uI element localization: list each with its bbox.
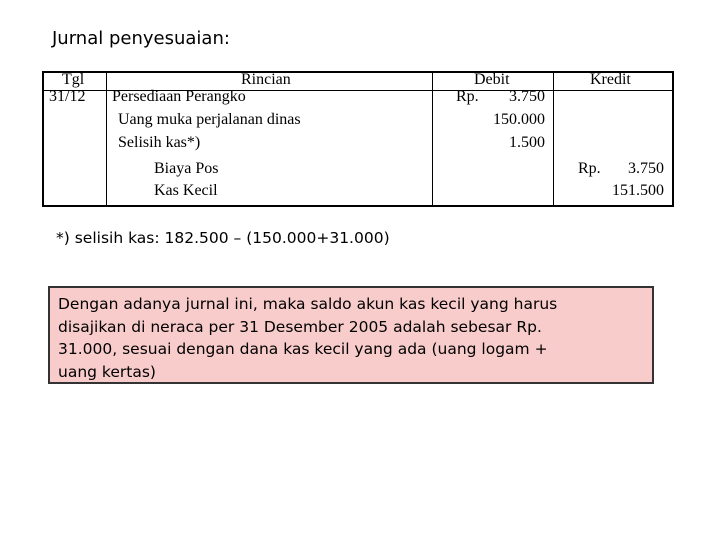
column-divider	[106, 73, 107, 205]
note-line: uang kertas)	[58, 362, 156, 381]
debit-amount: 150.000	[493, 111, 545, 128]
header-description: Rincian	[241, 71, 291, 88]
debit-amount: 1.500	[509, 134, 545, 151]
note-line: Dengan adanya jurnal ini, maka saldo akun kas kecil yang harus	[58, 295, 558, 313]
header-credit: Kredit	[590, 71, 631, 88]
footnote: *) selisih kas: 182.500 – (150.000+31.000)	[56, 229, 390, 247]
account-name: Biaya Pos	[154, 160, 219, 177]
journal-table	[42, 71, 674, 207]
account-name: Selisih kas*)	[118, 134, 201, 151]
column-divider	[553, 73, 554, 205]
header-debit: Debit	[474, 71, 510, 88]
entry-date: 31/12	[49, 88, 86, 105]
credit-amount: 151.500	[612, 182, 664, 199]
debit-amount: 3.750	[509, 88, 545, 105]
note-box	[48, 286, 654, 384]
account-name: Persediaan Perangko	[112, 88, 246, 105]
debit-currency: Rp.	[456, 88, 479, 105]
page-title: Jurnal penyesuaian:	[52, 28, 230, 49]
column-divider	[432, 73, 433, 205]
note-line: disajikan di neraca per 31 Desember 2005 adalah sebesar Rp.	[58, 317, 542, 336]
account-name: Kas Kecil	[154, 182, 218, 199]
credit-currency: Rp.	[578, 160, 601, 177]
account-name: Uang muka perjalanan dinas	[118, 111, 301, 128]
credit-amount: 3.750	[628, 160, 664, 177]
note-line: 31.000, sesuai dengan dana kas kecil yang ada (uang logam +	[58, 340, 548, 358]
header-date: Tgl	[62, 71, 85, 88]
